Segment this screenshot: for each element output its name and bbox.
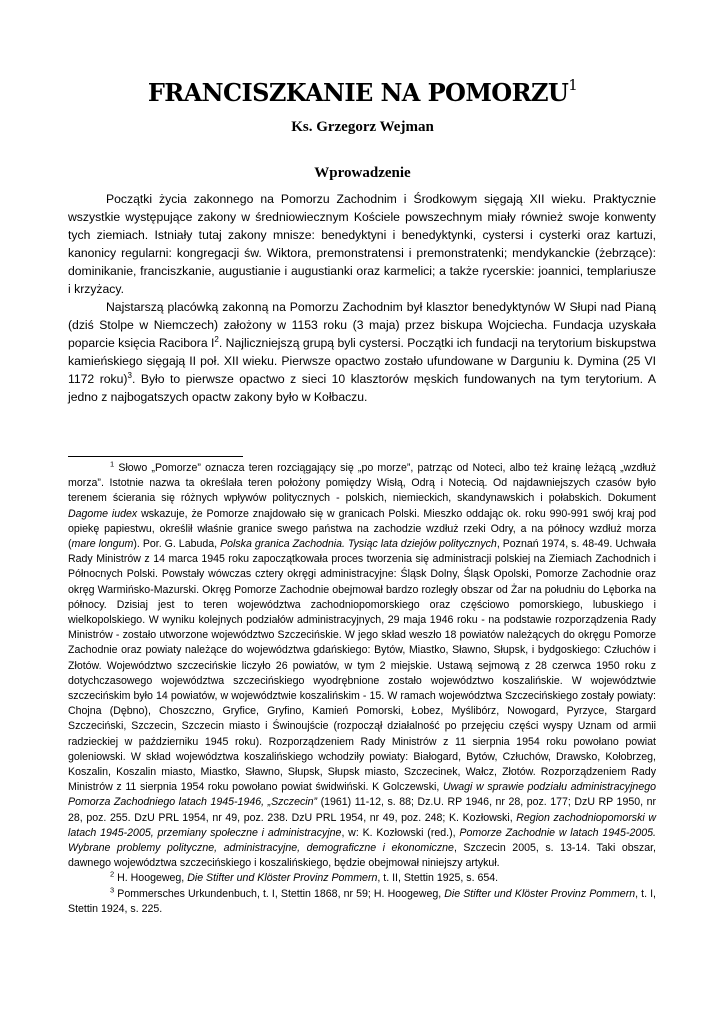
footnote-number: 1 [110, 459, 115, 469]
footnote-text: , Szczecin 2005, s. 13-14. Taki obszar, dawnego województwa szczecińskiego i koszalińskiego, będzie obejmował niniejszy artykuł. [68, 842, 656, 870]
section-heading: Wprowadzenie [314, 165, 411, 181]
paragraph-text: Najstarszą placówką zakonną na Pomorzu Zachodnim był klasztor benedyktynów W Słupi nad Pianą (dziś Stolpe w Niemczech) założony w 1153 roku (3 maja) przez biskupa Wojciecha. Fundacja uzyskała poparcie księcia Racibora I [68, 300, 656, 350]
paragraph-text: . Było to pierwsze opactwo z sieci 10 klasztorów męskich fundowanych na tym terytorium. A jedno z najbogatszych opactw zakony było w Kołbaczu. [68, 372, 656, 404]
paragraph-text: Początki życia zakonnego na Pomorzu Zachodnim i Środkowym sięgają XII wieku. Praktycznie wszystkie występujące zakony w średniowiecznym Kościele powszechnym miały również swoje konwenty tych ziemiach. Istniały tutaj zakony mnisze: benedyktyni i benedyktynki, cystersi i cysterki oraz kartuzi, kanonicy regularni: kongregacji św. Wiktora, premonstratensi i premonstratenki; mendykanckie (żebrzące): dominikanie, franciszkanie, augustianie i augustianki oraz karmelici; a także rycerskie: joannici, templariusze i krzyżacy. [68, 192, 656, 296]
footnote-text: , w: K. Kozłowski (red.), [341, 826, 460, 839]
footnote-text: ). Por. G. Labuda, [133, 538, 221, 551]
article-title [0, 78, 725, 107]
footnote-text: , t. II, Stettin 1925, s. 654. [377, 872, 499, 885]
footnote-number: 2 [110, 869, 115, 879]
footnote-text: (1961) 11-12, s. 88; Dz.U. RP 1946, nr 28, poz. 177; DzU RP 1950, nr 28, poz. 255. DzU PRL 1954, nr 49, poz. 238. DzU PRL 1954, nr 49, poz. 248; K. Kozłowski, [68, 796, 656, 824]
footnote-italic: Uwagi w sprawie podziału administracyjnego Pomorza Zachodniego latach 1945-1946, „Szczecin” [68, 781, 656, 809]
footnote-text: , Poznań 1974, s. 48-49. Uchwała Rady Ministrów z 14 marca 1945 roku zapoczątkowała proces tworzenia się administracji polskiej na Ziemiach Zachodnich i Północnych Polski. Powstały wówczas cztery okręgi administracyjne: Śląsk Dolny, Śląsk Opolski, Pomorze Zachodnie oraz okręg Warmińsko-Mazurski. Okręg Pomorze Zachodnie obejmował bardzo rozległy obszar od Żar na południu do Lęborka na północy. Dzisiaj jest to teren województwa zachodniopomorskiego oraz częściowo pomorskiego, lubuskiego i wielkopolskiego. W wyniku kolejnych podziałów administracyjnych, 29 maja 1946 roku - na podstawie rozporządzenia Rady Ministrów - zostało utworzone województwo Szczecińskie. W jego skład weszło 18 powiatów należących do okręgu Pomorze Zachodnie oraz powiaty należące do województwa gdańskiego: Bytów, Miastko, Sławno, Słupsk, i bydgoskiego: Człuchów i Złotów. Województwo szczecińskie liczyło 26 powiatów, w tym 2 miejskie. Ustawą sejmową z 28 czerwca 1950 roku z dotychczasowego województwa szczecińskiego wyodrębnione zostało województwo koszalińskie. W województwie szczecińskim było 14 powiatów, w województwie koszalińskim - 15. W ramach województwa Szczecińskiego zostały powiaty: Chojna (Dębno), Choszczno, Gryfice, Gryfino, Kamień Pomorski, Łobez, Myślibórz, Nowogard, Pyrzyce, Stargard Szczeciński, Szczecin, Szczecin miasto i Świnoujście (rozpoczął działalność po przejęciu części wyspy Uznam od armii radzieckiej w październiku 1945 roku). Rozporządzeniem Rady Ministrów z 11 sierpnia 1954 roku powołano powiat goleniowski. W skład województwa koszalińskiego wchodziły powiaty: Białogard, Bytów, Człuchów, Drawsko, Kołobrzeg, Koszalin, Koszalin miasto, Miastko, Sławno, Słupsk, Słupsk miasto, Szczecinek, Wałcz, Złotów. Rozporządzeniem Rady Ministrów z 11 sierpnia 1954 roku powołano powiat świdwiński. K Golczewski, [68, 538, 656, 794]
footnote-italic: mare longum [71, 538, 134, 551]
footnote-separator [68, 456, 243, 457]
footnote-number: 3 [110, 885, 115, 895]
footnote-ref[interactable]: 3 [127, 370, 132, 380]
footnote-text: wskazuje, że Pomorze znajdowało się w granicach Polski. Mieszko oddając ok. roku 990-991 swój kraj pod opiekę papiestwu, określił właśnie granice swego państwa na zachodzie wzdłuż rzeki Odry, a na północy wzdłuż morza ( [68, 507, 656, 551]
footnote-italic: Pomorze Zachodnie w latach 1945-2005. Wybrane problemy polityczne, administracyjne, demograficzne i ekonomiczne [68, 826, 656, 855]
title-footnote-ref[interactable]: 1 [568, 76, 578, 94]
footnote-text: H. Hoogeweg, [114, 872, 188, 885]
footnote-italic: Die Stifter und Klöster Provinz Pommern [444, 887, 636, 900]
body-text [68, 190, 656, 406]
footnote-italic: Die Stifter und Klöster Provinz Pommern [187, 872, 378, 885]
footnote-italic: Polska granica Zachodnia. Tysiąc lata dziejów politycznych [220, 538, 497, 551]
footnote-ref[interactable]: 2 [214, 334, 219, 344]
footnote-text: , t. I, Stettin 1924, s. 225. [68, 887, 657, 915]
paragraph-text: . Najliczniejszą grupą byli cystersi. Początki ich fundacji na terytorium biskupstwa kamieńskiego sięgają II poł. XII wieku. Pierwsze opactwo zostało ufundowane w Darguniu k. Dymina (25 VI 1172 roku) [68, 336, 656, 386]
footnote-text: Słowo „Pomorze” oznacza teren rozciągający się „po morze”, patrząc od Noteci, albo też krainę leżącą „wzdłuż morza”. Istotnie nazwa ta określała teren położony pomiędzy Wisłą, Odrą i Notecią. Od najdawniejszych czasów było terenem ścierania się różnych wpływów politycznych - polskich, niemieckich, skandynawskich i połabskich. Dokument [68, 462, 656, 505]
footnote-italic: Dagome iudex [68, 507, 138, 520]
footnote-2 [68, 871, 656, 886]
footnote-italic: Region zachodniopomorski w latach 1945-2005, przemiany społeczne i administracyjne [68, 811, 656, 839]
footnote-1 [68, 461, 656, 871]
article-title-text: FRANCISZKANIE NA POMORZU [147, 78, 569, 107]
footnote-text: Pommersches Urkundenbuch, t. I, Stettin 1868, nr 59; H. Hoogeweg, [114, 887, 445, 900]
paragraph [68, 190, 656, 298]
paragraph [68, 298, 656, 406]
footnote-3 [68, 887, 656, 917]
author-name: Ks. Grzegorz Wejman [291, 119, 434, 135]
footnotes [68, 461, 656, 917]
